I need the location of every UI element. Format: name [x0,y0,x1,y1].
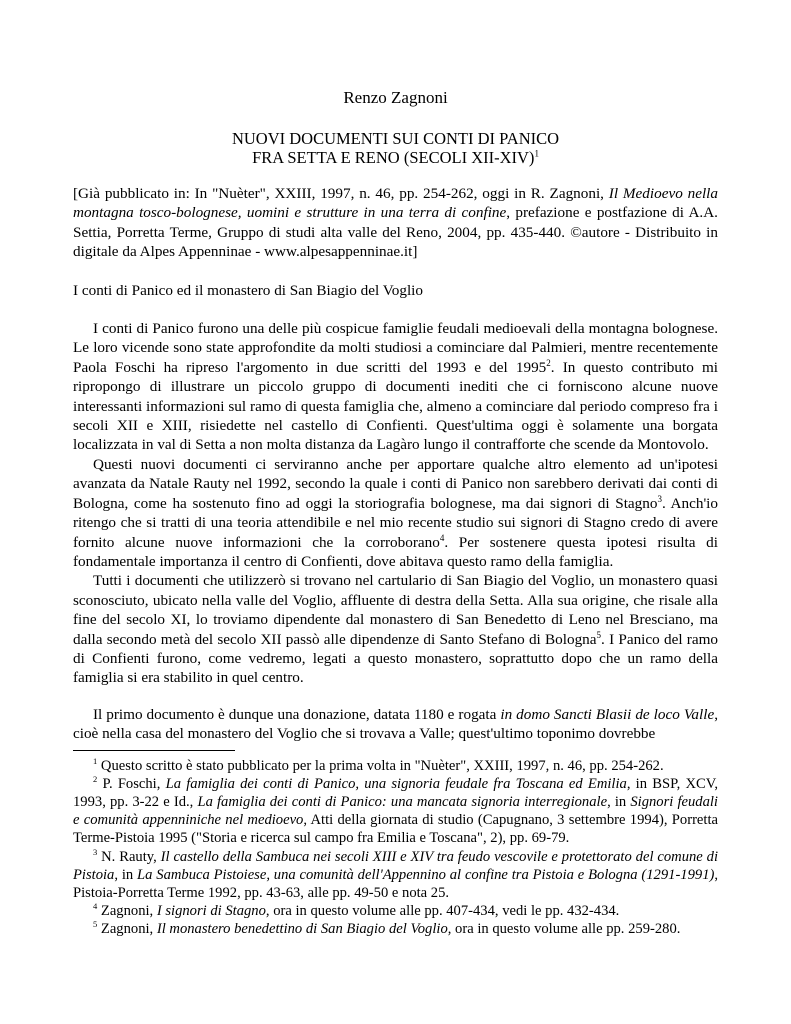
footnote-ref-1[interactable]: 1 [534,148,539,159]
footnote-1: $^1$ Questo scritto è stato pubblicato per la prima volta in "Nuèter", XXIII, 1997, n. 46, pp. 254-262. [93,755,664,774]
publication-note: [Già pubblicato in: In "Nuèter", XXIII, 1997, n. 46, pp. 254-262, oggi in R. Zagnoni, Il Medioevo nella montagna tosco-bolognese, uomini e strutture in una terra di confine, prefazione e postfazione di A.A. Settia, Porretta Terme, Gruppo di studi alta valle del Reno, 2004, pp. 435-440. ©autore - Distribuito in digitale da Alpes Appenninae - www.alpesappenninae.it] [73,185,718,261]
author-name: Renzo Zagnoni [343,88,448,107]
footnote-ref-3[interactable]: 3 [657,493,662,504]
body-paragraph-3: Tutti i documenti che utilizzerò si trovano nel cartulario di San Biagio del Voglio, un monastero quasi sconosciuto, ubicato nella valle del Voglio, affluente di destra della Setta. Alla sua origine, che risale alla fine del secolo XI, lo troviamo dipendente dal monastero di San Benedetto di Leno nel Bresciano, ma dalla secondo metà del secolo XII passò alle dipendenze di Santo Stefano di Bologna$^5$. I Panico del ramo di Confienti furono, come vedremo, legati a questo monastero, soprattutto dopo che un ramo della famiglia si era stabilito in quel centro. [73,572,719,687]
title-line-1: NUOVI DOCUMENTI SUI CONTI DI PANICO [231,129,560,148]
footnote-5: $^5$ Zagnoni, Il monastero benedettino di San Biagio del Voglio, ora in questo volume alle pp. 259-280. [93,919,681,938]
section-heading: I conti di Panico ed il monastero di San Biagio del Voglio [73,281,423,299]
footnotes [73,757,718,939]
footnote-4: $^4$ Zagnoni, I signori di Stagno, ora in questo volume alle pp. 407-434, vedi le pp. 432-434. [93,901,620,920]
page-title [73,129,718,167]
book-title: Il Medioevo nella montagna tosco-bolognese, uomini e strutture in una terra di confine [73,185,718,222]
footnote-ref-2[interactable]: 2 [546,357,551,368]
footnote-separator [73,750,235,751]
body-paragraph-2: Questi nuovi documenti ci serviranno anche per apportare qualche altro elemento ad un'ipotesi avanzata da Natale Rauty nel 1992, secondo la quale i conti di Panico non sarebbero derivati dai conti di Bologna, come ha sostenuto fino ad oggi la storiografia bolognese, ma dai signori di Stagno$^3$. Anch'io ritengo che si tratti di una teoria attendibile e nel mio recente studio sui signori di Stagno credo di avere fornito alcune nuove informazioni che la corroborano$^4$. Per sostenere questa ipotesi risulta di fondamentale importanza il centro di Confienti, dove abitava questo ramo della famiglia. [73,455,718,570]
title-line-2: FRA SETTA E RENO (SECOLI XII-XIV)$^1$ [252,148,539,167]
footnote-3: $^3$ N. Rauty, Il castello della Sambuca nei secoli XIII e XIV tra feudo vescovile e protettorato del comune di Pistoia, in La Sambuca Pistoiese, una comunità dell'Appennino al confine tra Pistoia e Bologna (1291-1991), Pistoia-Porretta Terme 1992, pp. 43-63, alle pp. 49-50 e nota 25. [73,846,719,901]
footnote-2: $^2$ P. Foschi, La famiglia dei conti di Panico, una signoria feudale fra Toscana ed Emilia, in BSP, XCV, 1993, pp. 3-22 e Id., La famiglia dei conti di Panico: una mancata signoria interregionale, in Signori feudali e comunità appenniniche nel medioevo, Atti della giornata di studio (Capugnano, 3 settembre 1994), Porretta Terme-Pistoia 1995 ("Storia e ricerca sul campo fra Emilia e Toscana", 2), pp. 69-79. [73,773,719,847]
body-paragraph-1: I conti di Panico furono una delle più cospicue famiglie feudali medioevali della montagna bolognese. Le loro vicende sono state approfondite da molti studiosi a cominciare dal Palmieri, mentre recentemente Paola Foschi ha ripreso l'argomento in due scritti del 1993 e del 1995$^2$. In questo contributo mi ripropongo di illustrare un piccolo gruppo di documenti inediti che ci forniscono alcune nuove interessanti informazioni sul ramo di questa famiglia che, almeno a cominciare dal periodo compreso fra i secoli XII e XIII, risiedette nel castello di Confienti. Quest'ultima oggi è solamente una borgata localizzata in val di Setta a non molta distanza da Lagàro lungo il contrafforte che scende da Montovolo. [73,320,718,454]
footnote-ref-4[interactable]: 4 [439,532,445,543]
body-paragraph-4: Il primo documento è dunque una donazione, datata 1180 e rogata in domo Sancti Blasii de loco Valle, cioè nella casa del monastero del Voglio che si trovava a Valle; quest'ultimo toponimo dovrebbe [73,705,718,743]
document-page [73,88,718,939]
footnote-ref-5[interactable]: 5 [596,629,602,640]
